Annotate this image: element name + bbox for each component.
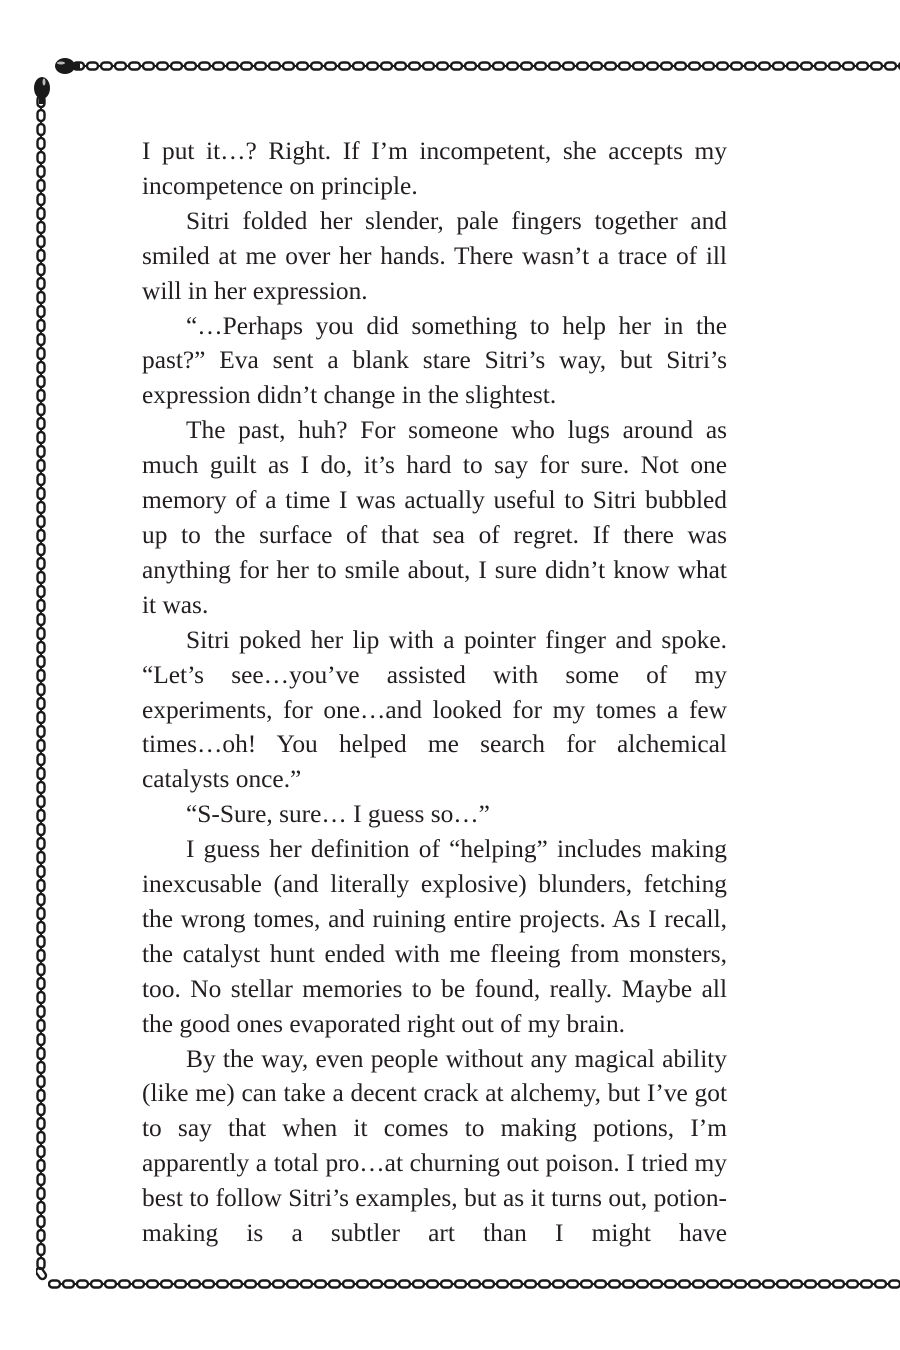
paragraph: “…Perhaps you did something to help her in the past?” Eva sent a blank stare Sitri’s way, but Sitri’s expression didn’t change in the slightest. (142, 311, 727, 410)
paragraph: By the way, even people without any magical ability (like me) can take a decent crack at alchemy, but I’ve got to say that when it comes to making potions, I’m apparently a total pro…at churning out poison. I tried my best to follow Sitri’s examples, but as it turns out, potion-making is a subtler art than I might have (142, 1044, 727, 1248)
paragraph: I guess her definition of “helping” includes making inexcusable (and literally explosive) blunders, fetching the wrong tomes, and ruining entire projects. As I recall, the catalyst hunt ended with me fleeing from monsters, too. No stellar memories to be found, really. Maybe all the good ones evaporated right out of my brain. (142, 835, 727, 1038)
chain-border-bottom (48, 1279, 900, 1289)
paragraph: Sitri folded her slender, pale fingers together and smiled at me over her hands. There wasn’t a trace of ill will in her expression. (142, 206, 727, 305)
paragraph: “S-Sure, sure… I guess so…” (186, 800, 490, 829)
paragraph: The past, huh? For someone who lugs around as much guilt as I do, it’s hard to say for sure. Not one memory of a time I was actually useful to Sitri bubbled up to the surface of that sea of regret. If there was anything for her to smile about, I sure didn’t know what it was. (142, 416, 727, 619)
page-body-text (142, 134, 727, 1251)
chain-border-left (36, 95, 46, 1270)
paragraph: Sitri poked her lip with a pointer finger and spoke. “Let’s see…you’ve assisted with some of my experiments, for one…and looked for my tomes a few times…oh! You helped me search for alchemical catalysts once.” (142, 625, 727, 794)
paragraph: I put it…? Right. If I’m incompetent, she accepts my incompetence on principle. (142, 137, 727, 200)
chain-border-top (72, 61, 900, 71)
